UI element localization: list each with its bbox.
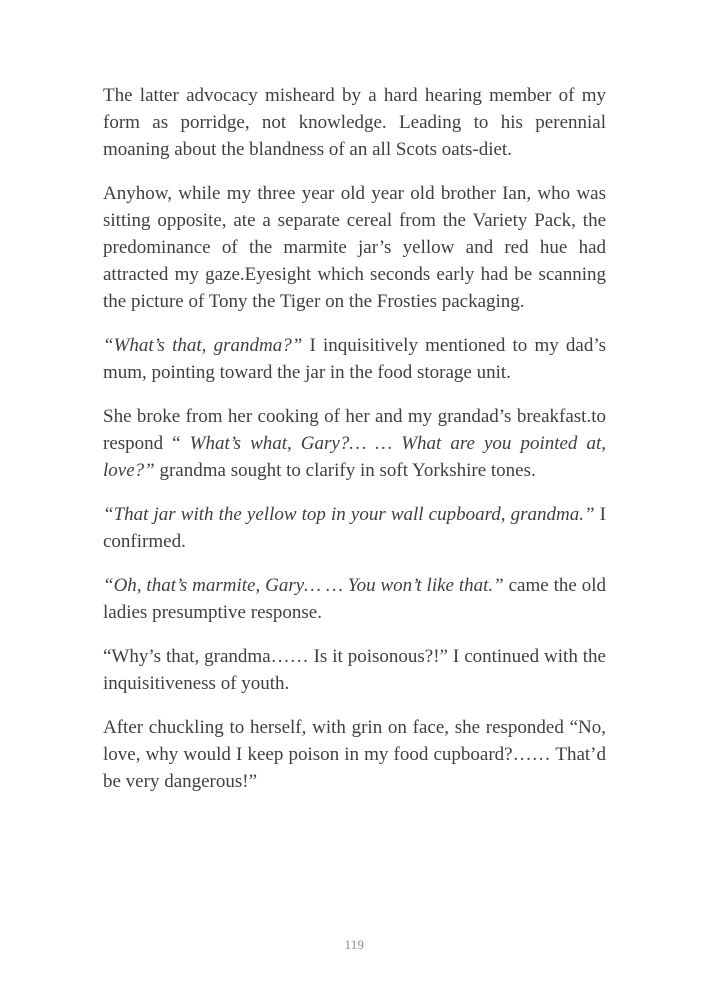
paragraph	[103, 180, 606, 315]
text-run: I inquisitively mentioned to my dad’s mum, pointing toward the jar in the food storage unit.	[103, 335, 606, 383]
text-run: “That jar with the yellow top in your wall cupboard, grandma.”	[103, 504, 595, 525]
body-text	[103, 82, 606, 795]
text-run: What’s what, Gary?… … What are you pointed at, love?”	[103, 433, 606, 481]
text-run: I confirmed.	[103, 504, 607, 552]
text-run: She broke from her cooking of her and my grandad’s breakfast.to respond “	[103, 406, 606, 454]
text-run: “Oh, that’s marmite, Gary… … You won’t like that.”	[103, 575, 504, 596]
text-run: “What’s that, grandma?”	[103, 335, 303, 356]
paragraph	[103, 403, 606, 484]
paragraph	[103, 714, 606, 795]
text-run: Anyhow, while my three year old year old brother Ian, who was sitting opposite, ate a separate cereal from the Variety Pack, the predominance of the marmite jar’s yellow and red hue had attracted my gaze.Eyesight which seconds early had be scanning the picture of Tony the Tiger on the Frosties packaging.	[103, 183, 606, 312]
paragraph	[103, 82, 606, 163]
text-run: The latter advocacy misheard by a hard hearing member of my form as porridge, not knowledge. Leading to his perennial moaning about the blandness of an all Scots oats-diet.	[103, 85, 606, 160]
paragraph	[103, 643, 606, 697]
paragraph	[103, 501, 606, 555]
text-run: came the old ladies presumptive response.	[103, 575, 606, 623]
paragraph	[103, 332, 606, 386]
text-run: After chuckling to herself, with grin on face, she responded “No, love, why would I keep poison in my food cupboard?…… That’d be very dangerous!”	[103, 717, 606, 792]
text-run: grandma sought to clarify in soft Yorkshire tones.	[154, 460, 536, 481]
text-run: “Why’s that, grandma…… Is it poisonous?!” I continued with the inquisitiveness of youth.	[103, 646, 606, 694]
paragraph	[103, 572, 606, 626]
page-number: 119	[344, 938, 365, 952]
